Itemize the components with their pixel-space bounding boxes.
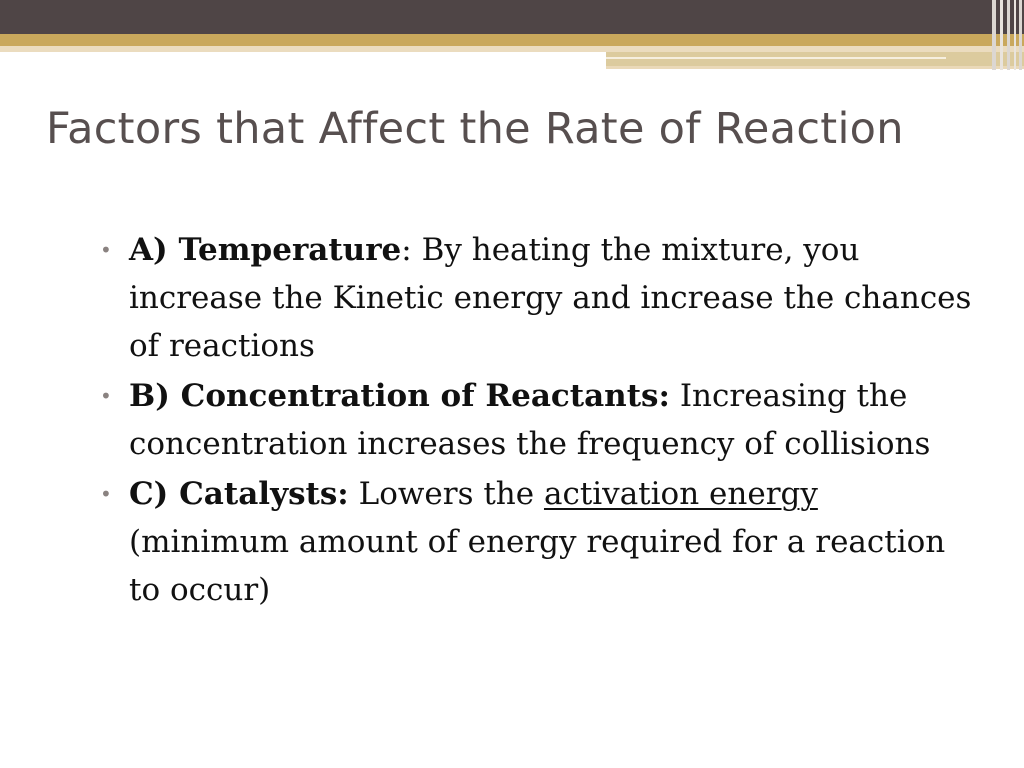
bullet-text-after: (minimum amount of energy required for a reaction to occur) bbox=[129, 524, 946, 608]
bullet-separator bbox=[349, 476, 359, 512]
decorative-stripe bbox=[1019, 0, 1022, 70]
bullet-term: A) Temperature bbox=[129, 232, 402, 268]
bullet-text-before: Lowers the bbox=[358, 476, 544, 512]
decorative-stripe bbox=[1014, 0, 1016, 70]
bullet-term: C) Catalysts: bbox=[129, 476, 349, 512]
header-lower-gold-band bbox=[606, 52, 1024, 66]
bullet-item-concentration bbox=[100, 372, 980, 468]
bullet-text: By heating the mixture, you increase the Kinetic energy and increase the chances of reactions bbox=[129, 232, 972, 364]
decorative-stripe bbox=[992, 0, 996, 70]
header-lower-line bbox=[606, 66, 1024, 69]
bullet-icon: • bbox=[100, 482, 112, 506]
bullet-separator: : bbox=[401, 232, 422, 268]
slide-title: Factors that Affect the Rate of Reaction bbox=[46, 104, 904, 154]
bullet-icon: • bbox=[100, 238, 112, 262]
underlined-term: activation energy bbox=[543, 476, 818, 512]
bullet-term: B) Concentration of Reactants: bbox=[129, 378, 670, 414]
bullet-text: Increasing the concentration increases the frequency of collisions bbox=[129, 378, 931, 462]
decorative-stripe bbox=[1007, 0, 1010, 70]
bullet-icon: • bbox=[100, 384, 112, 408]
decorative-stripe bbox=[1000, 0, 1003, 70]
bullet-separator bbox=[670, 378, 680, 414]
header-dark-band bbox=[0, 0, 1024, 34]
bullet-item-catalysts bbox=[100, 470, 980, 614]
bullet-list bbox=[100, 226, 980, 616]
header-thin-line bbox=[606, 57, 946, 59]
bullet-item-temperature bbox=[100, 226, 980, 370]
header-gold-band bbox=[0, 34, 1024, 46]
